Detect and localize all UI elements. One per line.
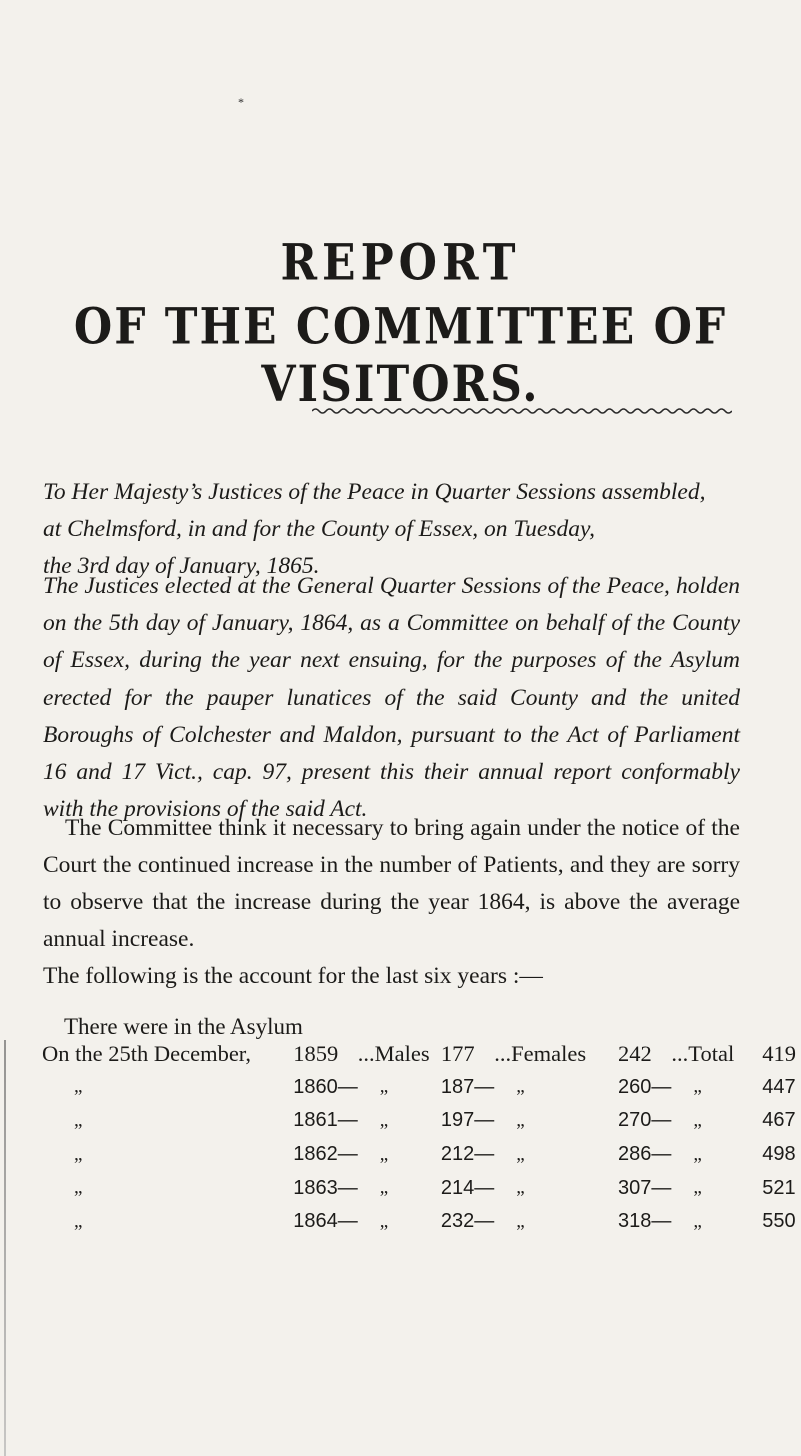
females-value: 307— xyxy=(618,1176,672,1199)
committee-paragraph xyxy=(43,810,740,995)
table-row xyxy=(42,1071,801,1105)
ditto-mark: „ xyxy=(74,1109,84,1131)
table-intro: There were in the Asylum xyxy=(64,1014,303,1039)
total-value: 521 xyxy=(762,1176,796,1199)
report-subtitle: OF THE COMMITTEE OF VISITORS. xyxy=(73,298,728,414)
ditto-mark: „ xyxy=(379,1210,390,1232)
table-row xyxy=(42,1205,801,1239)
ditto-mark: „ xyxy=(693,1177,703,1199)
males-value: 214— xyxy=(440,1176,495,1199)
patient-census-table xyxy=(42,1037,801,1239)
males-value: 212— xyxy=(440,1143,495,1166)
ditto-mark: „ xyxy=(516,1109,526,1131)
males-value: 197— xyxy=(440,1109,495,1132)
total-value: 447 xyxy=(762,1075,796,1098)
males-value: 187— xyxy=(440,1075,495,1098)
ditto-mark: „ xyxy=(74,1143,84,1165)
ditto-mark: „ xyxy=(693,1210,703,1232)
address-line-1: To Her Majesty’s Justices of the Peace in Quarter Sessions assembled, xyxy=(43,479,706,505)
row-year: 1863— xyxy=(293,1176,358,1199)
table-row xyxy=(42,1104,801,1138)
row-year: 1859 xyxy=(293,1040,339,1066)
ornamental-rule xyxy=(312,406,732,416)
ditto-mark: „ xyxy=(516,1177,526,1199)
ditto-mark: „ xyxy=(379,1177,390,1199)
females-value: 242 xyxy=(618,1040,652,1066)
total-value: 419 xyxy=(762,1040,796,1066)
total-value: 498 xyxy=(762,1143,796,1166)
row-lead-label: On the 25th December, xyxy=(42,1040,252,1066)
ditto-mark: „ xyxy=(693,1076,703,1098)
printer-mark: * xyxy=(238,95,244,109)
row-year: 1862— xyxy=(293,1143,358,1166)
males-value: 177 xyxy=(440,1040,475,1066)
table-row xyxy=(42,1171,801,1205)
males-label: ...Males xyxy=(357,1040,430,1066)
address-line-2: at Chelmsford, in and for the County of Essex, on Tuesday, xyxy=(43,516,596,542)
ditto-mark: „ xyxy=(693,1143,703,1165)
page-edge-shadow xyxy=(4,1040,6,1456)
row-year: 1860— xyxy=(293,1075,358,1098)
ditto-mark: „ xyxy=(516,1076,526,1098)
total-value: 550 xyxy=(762,1210,796,1233)
females-label: ...Females xyxy=(494,1040,587,1066)
ditto-mark: „ xyxy=(379,1076,390,1098)
ditto-mark: „ xyxy=(74,1076,84,1098)
total-value: 467 xyxy=(762,1109,796,1132)
row-year: 1864— xyxy=(293,1210,358,1233)
ditto-mark: „ xyxy=(74,1210,84,1232)
females-value: 270— xyxy=(618,1109,672,1132)
row-year: 1861— xyxy=(293,1109,358,1132)
table-row xyxy=(42,1138,801,1172)
males-value: 232— xyxy=(440,1210,495,1233)
resolution-paragraph: The Justices elected at the General Quarter Sessions of the Peace, holden on the 5th day of January, 1864, as a Committee on behalf of the County of Essex, during the year next ensuing, for the purposes of the Asylum erected for the pauper lunatices of the said County and the united Boroughs of Colchester and Maldon, pursuant to the Act of Parliament 16 and 17 Vict., cap. 97, present this their annual report conformably with the provisions of the said Act. xyxy=(43,573,740,823)
address-line-3: the 3rd day of January, 1865. xyxy=(43,553,320,579)
ditto-mark: „ xyxy=(693,1109,703,1131)
females-value: 318— xyxy=(618,1210,672,1233)
increase-statement: The Committee think it necessary to bring again under the notice of the Court the continued increase in the number of Patients, and they are sorry to observe that the increase during the year 1864, is above the average annual increase. xyxy=(43,815,740,952)
account-lead-in: The following is the account for the last six years :— xyxy=(43,963,543,989)
ditto-mark: „ xyxy=(379,1109,390,1131)
ditto-mark: „ xyxy=(379,1143,390,1165)
report-title: REPORT xyxy=(280,234,521,293)
ditto-mark: „ xyxy=(516,1143,526,1165)
total-label: ...Total xyxy=(671,1040,735,1066)
table-row xyxy=(42,1037,801,1071)
females-value: 260— xyxy=(618,1075,672,1098)
females-value: 286— xyxy=(618,1143,672,1166)
ditto-mark: „ xyxy=(74,1177,84,1199)
ditto-mark: „ xyxy=(516,1210,526,1232)
